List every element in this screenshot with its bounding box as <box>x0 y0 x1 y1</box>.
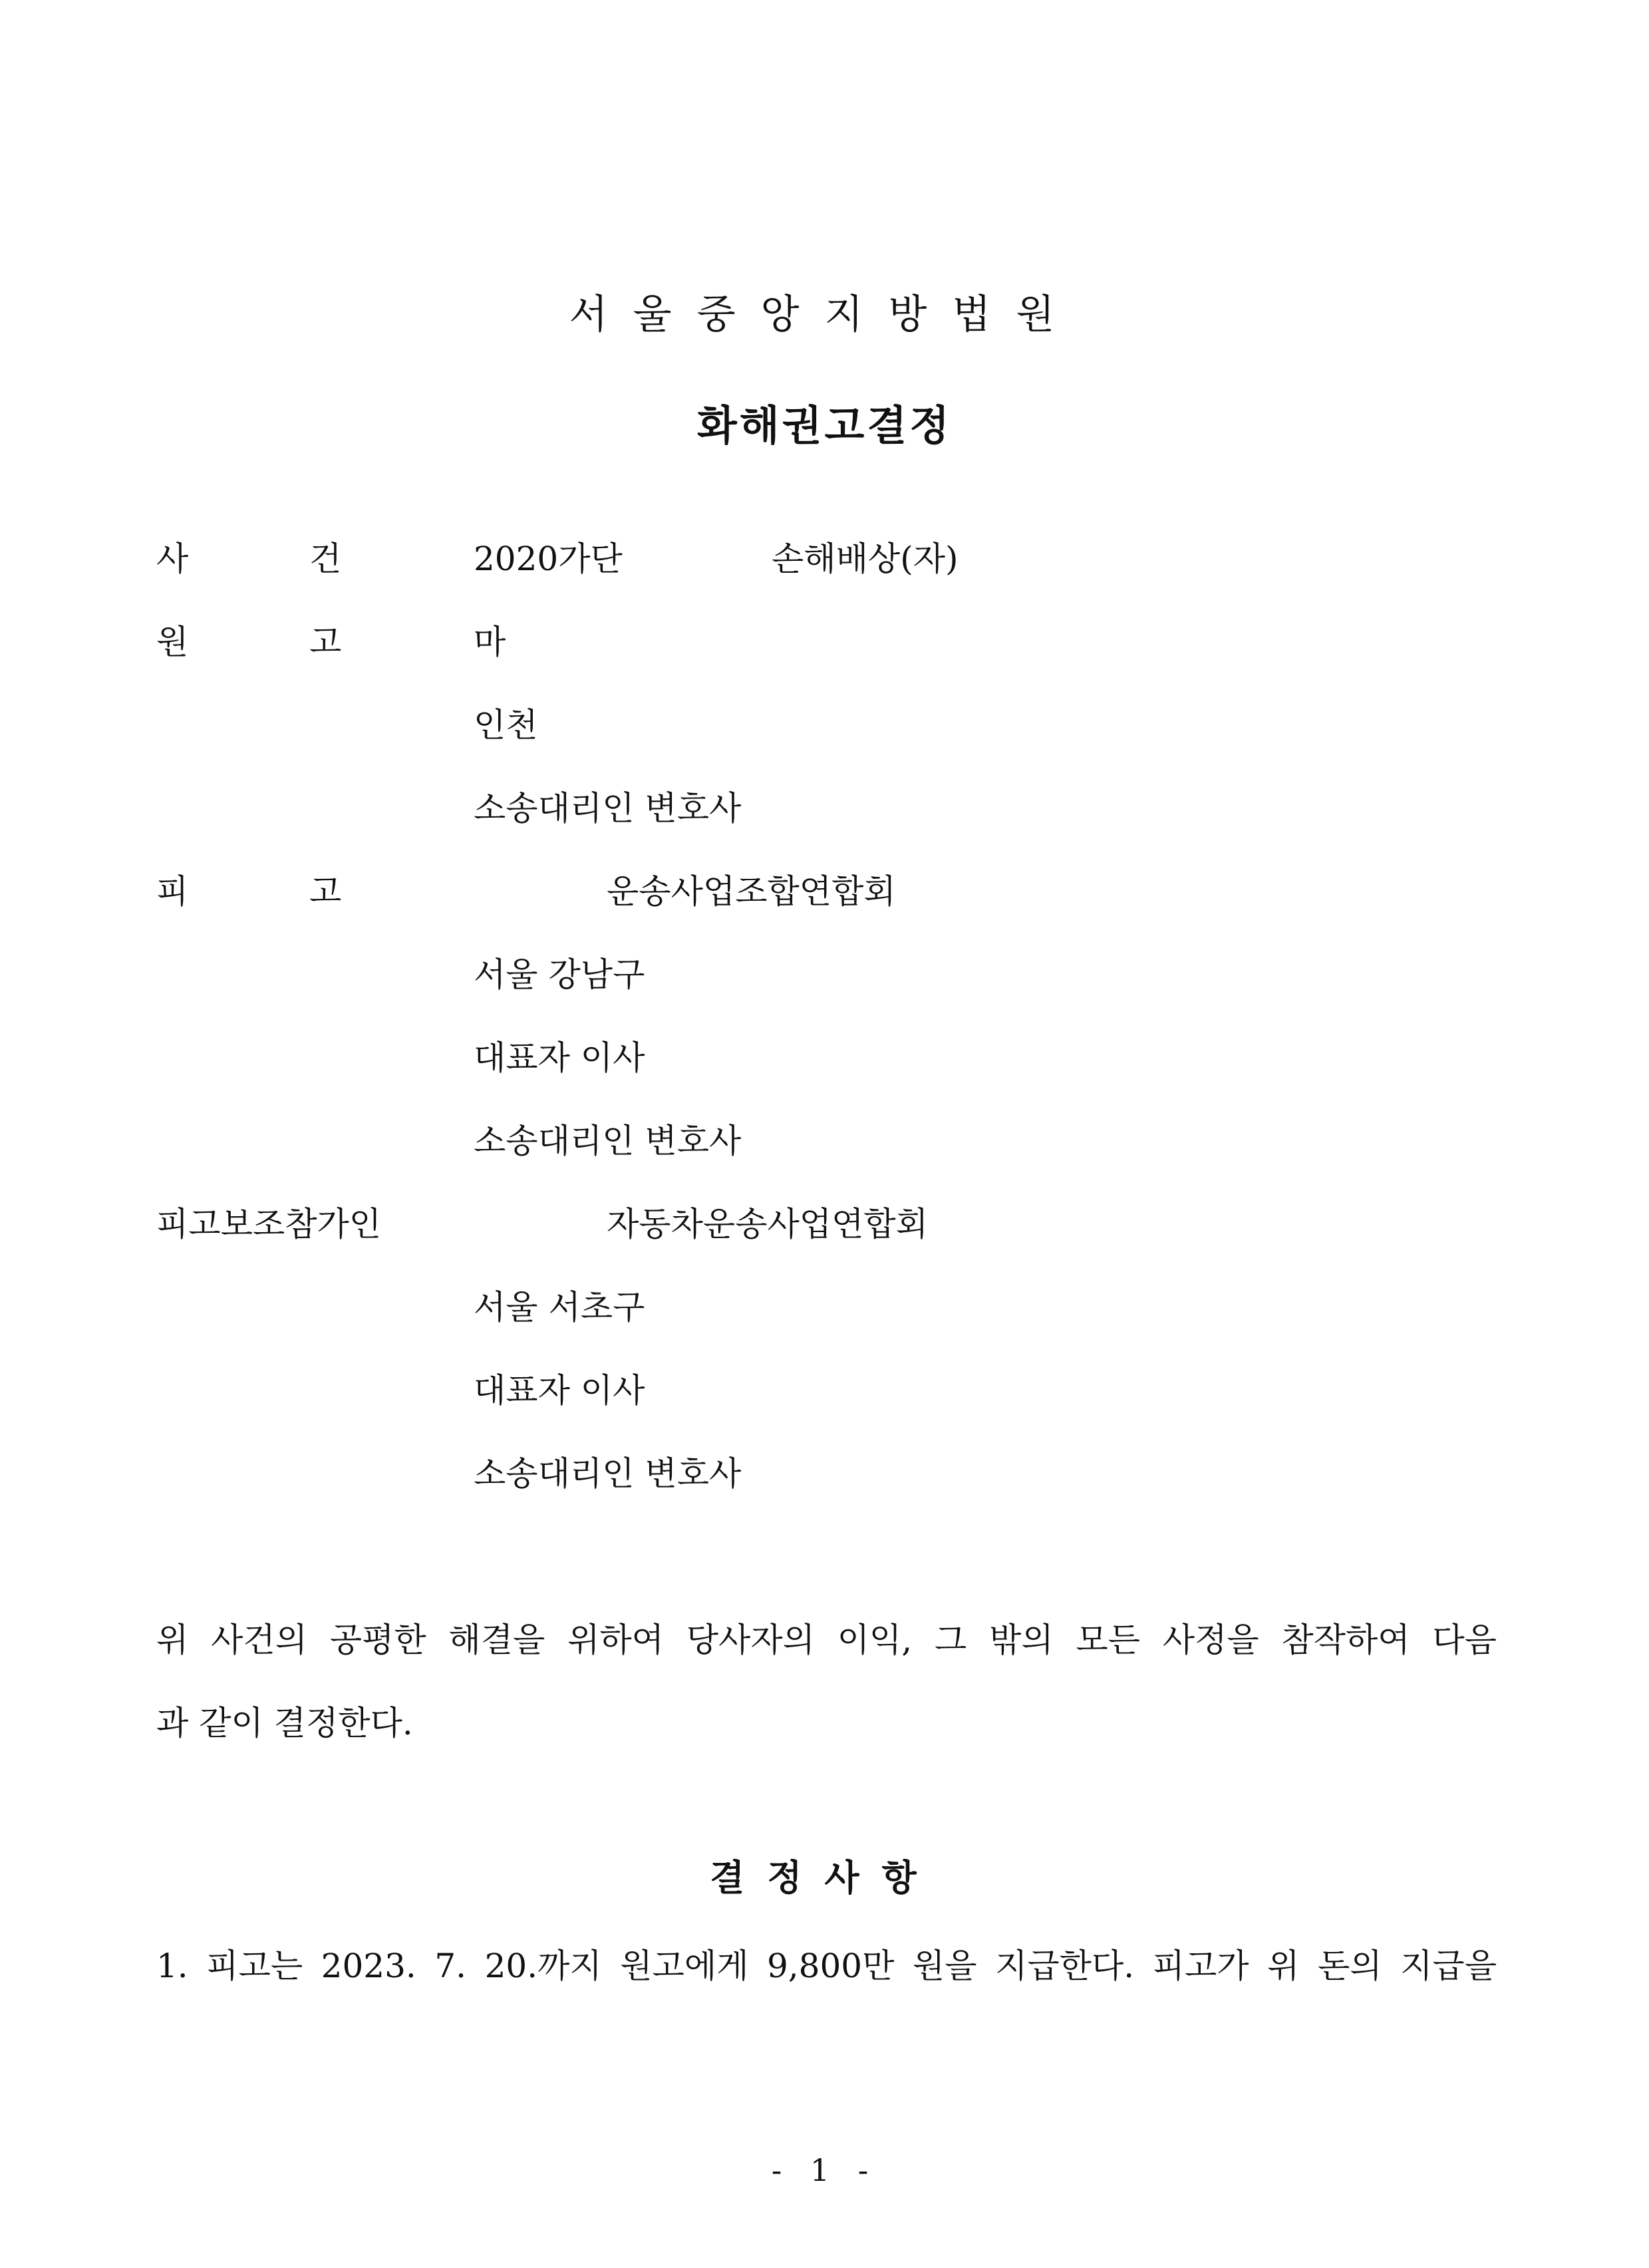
plaintiff-row <box>0 619 1649 665</box>
plaintiff-address-row <box>0 702 1649 748</box>
plaintiff-attorney: 소송대리인 변호사 <box>474 789 742 828</box>
page-number: - 1 - <box>771 2152 878 2188</box>
court-name: 서울중앙지방법원 <box>569 291 1080 338</box>
intervenor-row <box>0 1201 1649 1247</box>
decision-item-1-line-1: 1. 피고는 2023. 7. 20.까지 원고에게 9,800만 원을 지급한다. 피고가 위 돈의 지급을 <box>156 1947 1497 1985</box>
intervenor-representative: 대표자 이사 <box>474 1371 645 1410</box>
document-title: 화해권고결정 <box>696 401 953 450</box>
plaintiff-name: 마 <box>474 623 506 661</box>
intro-paragraph-line-1: 위 사건의 공평한 해결을 위하여 당사자의 이익, 그 밖의 모든 사정을 참작하여 다음 <box>156 1621 1497 1659</box>
case-name: 손해배상(자) <box>772 540 959 578</box>
intervenor-address-row <box>0 1284 1649 1331</box>
defendant-attorney: 소송대리인 변호사 <box>474 1122 742 1160</box>
defendant-attorney-row <box>0 1118 1649 1164</box>
defendant-row <box>0 868 1649 915</box>
case-row <box>0 536 1649 582</box>
case-label-char-1: 사 <box>156 540 189 578</box>
intervenor-address: 서울 서초구 <box>474 1288 645 1327</box>
case-number: 2020가단 <box>474 540 623 578</box>
intervenor-attorney-row <box>0 1450 1649 1497</box>
case-label-char-2: 건 <box>309 540 342 578</box>
plaintiff-label-char-1: 원 <box>156 623 189 661</box>
plaintiff-label-char-2: 고 <box>309 623 342 661</box>
intervenor-label: 피고보조참가인 <box>156 1205 382 1243</box>
defendant-address: 서울 강남구 <box>474 955 645 994</box>
intervenor-representative-row <box>0 1367 1649 1414</box>
intervenor-attorney: 소송대리인 변호사 <box>474 1454 742 1493</box>
defendant-name: 운송사업조합연합회 <box>607 872 896 911</box>
defendant-address-row <box>0 951 1649 998</box>
plaintiff-address: 인천 <box>474 706 538 744</box>
plaintiff-attorney-row <box>0 785 1649 832</box>
intro-paragraph-line-2: 과 같이 결정한다. <box>156 1704 413 1742</box>
decision-section-title: 결정사항 <box>710 1857 939 1899</box>
defendant-label-char-1: 피 <box>156 872 189 911</box>
intervenor-name: 자동차운송사업연합회 <box>607 1205 928 1243</box>
defendant-label-char-2: 고 <box>309 872 342 911</box>
defendant-representative-row <box>0 1035 1649 1081</box>
defendant-representative: 대표자 이사 <box>474 1039 645 1077</box>
